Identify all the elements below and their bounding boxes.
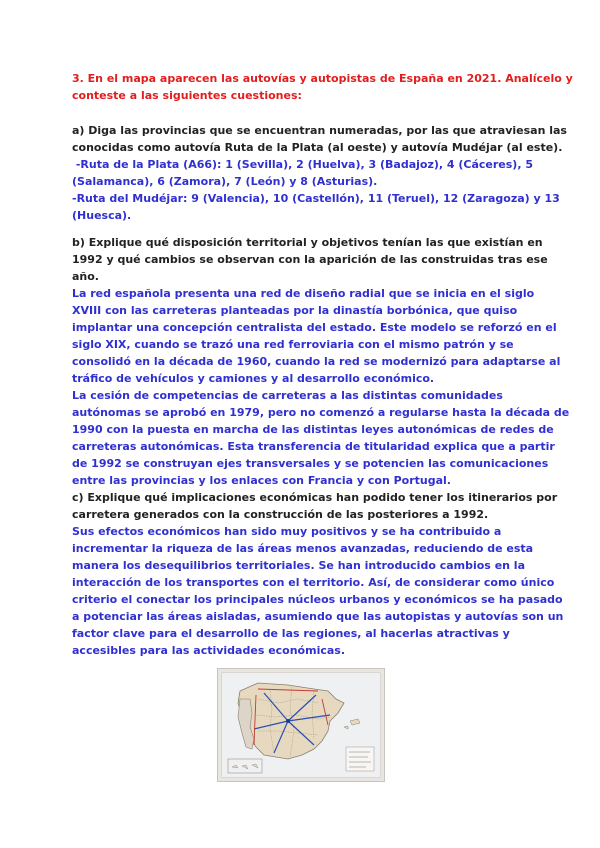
question-c-line: c) Explique qué implicaciones económicas han podido tener los itinerarios por bbox=[72, 491, 558, 504]
answer-b-line: 1990 con la puesta en marcha de las distintas leyes autonómicas de redes de bbox=[72, 423, 554, 436]
answer-c-line: incrementar la riqueza de las áreas menos avanzadas, reduciendo de esta bbox=[72, 542, 534, 555]
answer-b-line: entre las provincias y los enlaces con Francia y con Portugal. bbox=[72, 474, 451, 487]
section-a bbox=[72, 122, 567, 224]
question-a-line: conocidas como autovía Ruta de la Plata (al oeste) y autovía Mudéjar (al este). bbox=[72, 141, 563, 154]
section-c bbox=[72, 489, 564, 659]
text-line: conteste a las siguientes cuestiones: bbox=[72, 89, 302, 102]
answer-b-line: de 1992 se construyan ejes transversales y se potencien las comunicaciones bbox=[72, 457, 549, 470]
answer-a-line: (Salamanca), 6 (Zamora), 7 (León) y 8 (Asturias). bbox=[72, 175, 378, 188]
answer-c-line: a potenciar las áreas aisladas, asumiendo que las autopistas y autovías son un bbox=[72, 610, 564, 623]
spain-map-icon bbox=[218, 669, 384, 781]
answer-b-line: XVIII con las carreteras planteadas por la dinastía borbónica, que quiso bbox=[72, 304, 518, 317]
answer-a-line: -Ruta de la Plata (A66): 1 (Sevilla), 2 (Huelva), 3 (Badajoz), 4 (Cáceres), 5 bbox=[72, 158, 533, 171]
answer-c-line: accesibles para las actividades económicas. bbox=[72, 644, 346, 657]
question-c-line: carretera generados con la construcción de las posteriores a 1992. bbox=[72, 508, 489, 521]
answer-b-line: La red española presenta una red de diseño radial que se inicia en el siglo bbox=[72, 287, 535, 300]
question-b-line: b) Explique qué disposición territorial y objetivos tenían las que existían en bbox=[72, 236, 543, 249]
answer-b-line: autónomas se aprobó en 1979, pero no comenzó a regularse hasta la década de bbox=[72, 406, 570, 419]
answer-c-line: factor clave para el desarrollo de las regiones, al hacerlas atractivas y bbox=[72, 627, 510, 640]
answer-b-line: consolidó en la década de 1960, cuando la red se modernizó para adaptarse al bbox=[72, 355, 561, 368]
answer-c-line: Sus efectos económicos han sido muy positivos y se ha contribuido a bbox=[72, 525, 502, 538]
question-b-line: año. bbox=[72, 270, 99, 283]
section-b bbox=[72, 234, 570, 489]
answer-c-line: criterio el conectar los principales núcleos urbanos y económicos se ha pasado bbox=[72, 593, 563, 606]
spain-highway-map-image bbox=[217, 668, 385, 782]
answer-c-line: interacción de los transportes con el territorio. Así, de considerar como único bbox=[72, 576, 555, 589]
question-title bbox=[72, 70, 573, 104]
answer-b-line: siglo XIX, cuando se trazó una red ferroviaria con el mismo patrón y se bbox=[72, 338, 514, 351]
answer-b-line: carreteras autonómicas. Esta transferencia de titularidad explica que a partir bbox=[72, 440, 555, 453]
question-b-line: 1992 y qué cambios se observan con la aparición de las construidas tras ese bbox=[72, 253, 548, 266]
answer-b-line: tráfico de vehículos y camiones y al desarrollo económico. bbox=[72, 372, 435, 385]
answer-c-line: manera los desequilibrios territoriales. Se han introducido cambios en la bbox=[72, 559, 526, 572]
answer-a-line: (Huesca). bbox=[72, 209, 132, 222]
answer-b-line: La cesión de competencias de carreteras a las distintas comunidades bbox=[72, 389, 503, 402]
answer-a-line: -Ruta del Mudéjar: 9 (Valencia), 10 (Castellón), 11 (Teruel), 12 (Zaragoza) y 13 bbox=[72, 192, 560, 205]
text-line: 3. En el mapa aparecen las autovías y autopistas de España en 2021. Analícelo y bbox=[72, 72, 573, 85]
question-a-line: a) Diga las provincias que se encuentran numeradas, por las que atraviesan las bbox=[72, 124, 567, 137]
answer-b-line: implantar una concepción centralista del estado. Este modelo se reforzó en el bbox=[72, 321, 557, 334]
